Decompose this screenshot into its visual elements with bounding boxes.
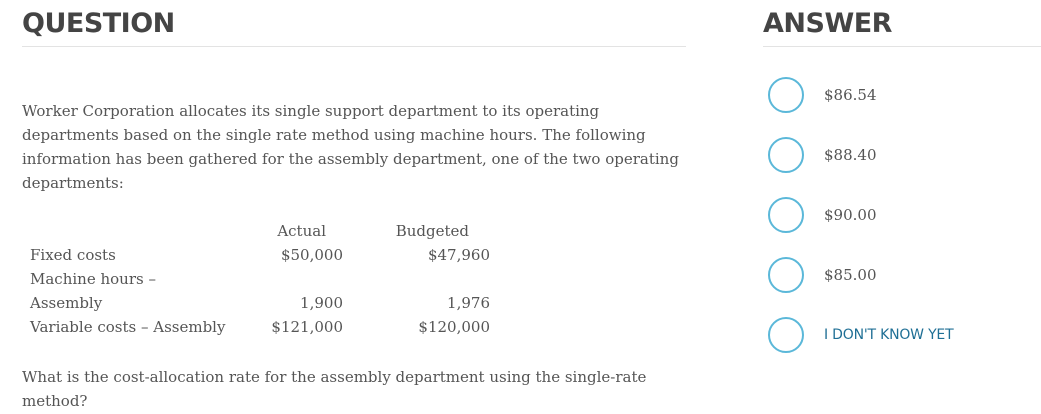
table-header-actual: Actual: [277, 222, 326, 240]
radio-button[interactable]: [768, 137, 804, 173]
radio-button[interactable]: [768, 197, 804, 233]
table-cell-budgeted: $120,000: [418, 318, 490, 336]
answer-heading: ANSWER: [763, 0, 1041, 47]
table-cell-label: Variable costs – Assembly: [30, 318, 226, 336]
table-cell-actual: 1,900: [300, 294, 343, 312]
cost-table: [30, 219, 490, 339]
option-label: $88.40: [824, 146, 877, 164]
answer-option-dont-know[interactable]: [768, 315, 953, 355]
answer-option-90-00[interactable]: [768, 195, 953, 235]
table-row: [30, 315, 490, 339]
table-row: [30, 243, 490, 267]
option-label: I DON'T KNOW YET: [824, 327, 954, 343]
table-row: [30, 267, 490, 291]
table-cell-budgeted: $47,960: [427, 246, 490, 264]
radio-button[interactable]: [768, 317, 804, 353]
answer-option-88-40[interactable]: [768, 135, 953, 175]
option-label: $86.54: [824, 86, 877, 104]
table-cell-label: Machine hours –: [30, 270, 156, 288]
table-cell-label: Assembly: [30, 294, 103, 312]
radio-button[interactable]: [768, 77, 804, 113]
table-cell-budgeted: 1,976: [447, 294, 490, 312]
answer-options: [768, 75, 953, 375]
table-cell-actual: [248, 267, 343, 291]
table-cell-actual: $121,000: [271, 318, 343, 336]
answer-panel: [763, 0, 1041, 343]
question-body: Worker Corporation allocates its single support department to its operating departments based on the single rate method using machine hours. The following information has been gathered for the assembly department, one of the two operating departments:: [22, 102, 679, 192]
answer-option-85-00[interactable]: [768, 255, 953, 295]
table-cell-budgeted: [343, 267, 490, 291]
option-label: $85.00: [824, 266, 877, 284]
table-header-row: [30, 219, 490, 243]
table-header-cell: [30, 219, 248, 243]
table-cell-actual: $50,000: [280, 246, 343, 264]
option-label: $90.00: [824, 206, 877, 224]
table-row: [30, 291, 490, 315]
answer-option-86-54[interactable]: [768, 75, 953, 115]
question-panel: [22, 0, 686, 47]
radio-button[interactable]: [768, 257, 804, 293]
question-heading: QUESTION: [22, 0, 686, 47]
question-prompt: What is the cost-allocation rate for the assembly department using the single-rate method?: [22, 368, 647, 410]
table-header-budgeted: Budgeted: [395, 222, 469, 240]
table-cell-label: Fixed costs: [30, 246, 116, 264]
